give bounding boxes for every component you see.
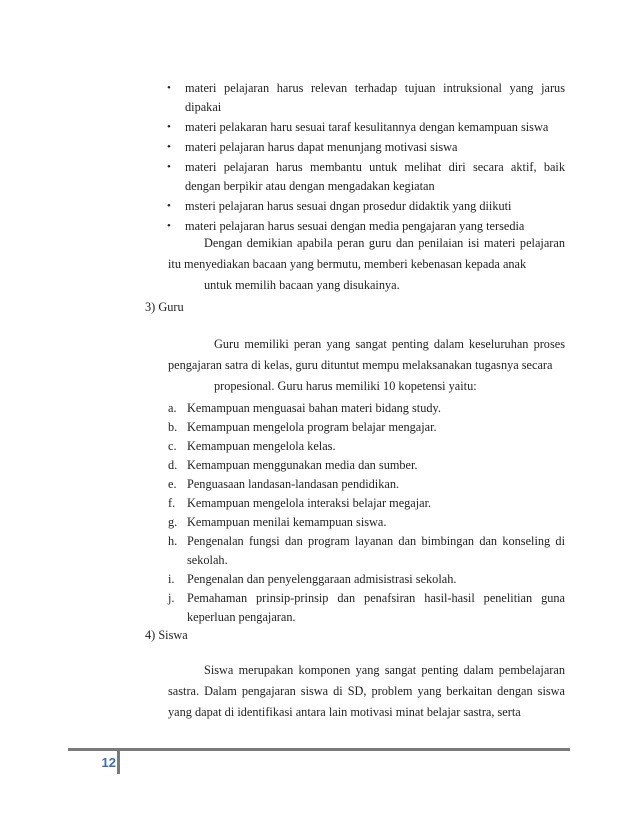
bullet-item: • materi pelakaran haru sesuai taraf kesulitannya dengan kemampuan siswa: [165, 118, 565, 137]
paragraph-peran-guru: Dengan demikian apabila peran guru dan penilaian isi materi pelajaran itu menyediakan bacaan yang bermutu, memberi kebenasan kepada anak untuk memilih bacaan yang disukainya.: [168, 236, 565, 292]
bullet-item: • materi pelajaran harus membantu untuk melihat diri secara aktif, baik dengan berpikir atau dengan mengadakan kegiatan: [167, 160, 565, 193]
page-number: 12: [101, 755, 116, 770]
bullet-list: [165, 79, 565, 237]
list-item: c. Kemampuan mengelola kelas.: [168, 437, 565, 456]
footer-rule: [68, 748, 570, 751]
list-item: b. Kemampuan mengelola program belajar mengajar.: [168, 418, 565, 437]
competency-list: [168, 399, 565, 627]
bullet-item: • msteri pelajaran harus sesuai dngan prosedur didaktik yang diikuti: [165, 197, 565, 216]
list-item: j. Pemahaman prinsip-prinsip dan penafsiran hasil-hasil penelitian guna keperluan pengajaran.: [168, 591, 565, 624]
bullet-dot: •: [167, 220, 171, 232]
list-marker: b.: [168, 420, 178, 434]
list-marker: c.: [168, 439, 177, 453]
list-item: d. Kemampuan menggunakan media dan sumber.: [168, 456, 565, 475]
list-item: i. Pengenalan dan penyelenggaraan admisistrasi sekolah.: [168, 570, 565, 589]
footer-divider: [117, 748, 120, 774]
list-item: a. Kemampuan menguasai bahan materi bidang study.: [168, 399, 565, 418]
list-item: g. Kemampuan menilai kemampuan siswa.: [168, 513, 565, 532]
list-item: f. Kemampuan mengelola interaksi belajar megajar.: [168, 494, 565, 513]
list-marker: g.: [168, 515, 178, 529]
bullet-dot: •: [167, 200, 171, 212]
bullet-dot: •: [167, 82, 171, 94]
list-marker: e.: [168, 477, 177, 491]
paragraph-guru: Guru memiliki peran yang sangat penting dalam keseluruhan proses pengajaran satra di kelas, guru dituntut mempu melaksanakan tugasnya secara propesional. Guru harus memiliki 10 kopetensi yaitu:: [168, 337, 565, 393]
bullet-dot: •: [167, 121, 171, 133]
section-heading-guru: 3) Guru: [145, 300, 184, 314]
list-marker: f.: [168, 496, 176, 510]
paragraph-siswa: Siswa merupakan komponen yang sangat penting dalam pembelajaran sastra. Dalam pengajaran siswa di SD, problem yang berkaitan dengan siswa yang dapat di identifikasi antara lain motivasi minat belajar sastra, serta: [168, 663, 565, 719]
list-marker: h.: [168, 534, 178, 548]
bullet-item: • materi pelajaran harus dapat menunjang motivasi siswa: [165, 138, 565, 157]
list-marker: i.: [168, 572, 175, 586]
bullet-dot: •: [167, 141, 171, 153]
list-marker: a.: [168, 401, 177, 415]
bullet-dot: •: [167, 161, 171, 173]
list-marker: j.: [168, 591, 175, 605]
section-heading-siswa: 4) Siswa: [145, 628, 188, 642]
list-marker: d.: [168, 458, 178, 472]
list-item: h. Pengenalan fungsi dan program layanan dan bimbingan dan konseling di sekolah.: [168, 534, 565, 567]
bullet-item: • materi pelajaran harus sesuai dengan media pengajaran yang tersedia: [165, 217, 565, 236]
list-item: e. Penguasaan landasan-landasan pendidikan.: [168, 475, 565, 494]
bullet-item: • materi pelajaran harus relevan terhadap tujuan intruksional yang jarus dipakai: [167, 81, 565, 114]
